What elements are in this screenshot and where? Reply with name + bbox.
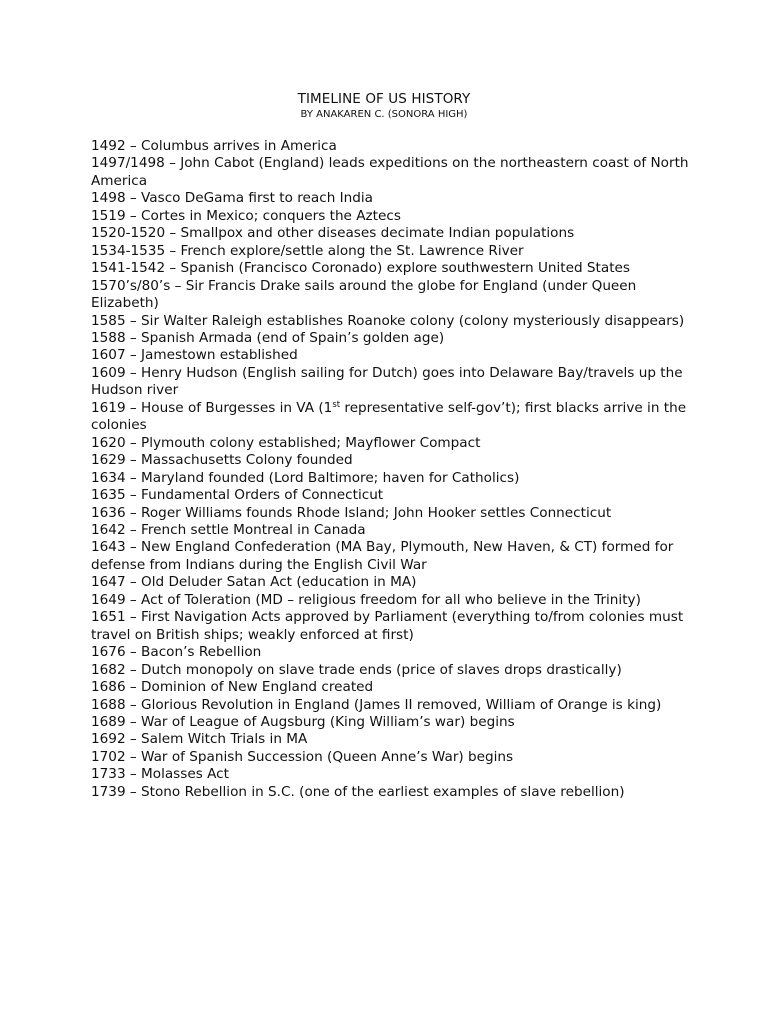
timeline-entry-text: 1520-1520 – Smallpox and other diseases decimate Indian populations [91, 225, 575, 242]
timeline-entry [91, 347, 691, 364]
timeline-entry [91, 731, 691, 748]
timeline-entry [91, 138, 691, 155]
timeline-entry [91, 155, 691, 190]
timeline-entry-text: 1492 – Columbus arrives in America [91, 138, 337, 154]
timeline-entry-text: 1629 – Massachusetts Colony founded [91, 452, 353, 469]
timeline-entry [91, 190, 691, 207]
timeline-entry-text: 1739 – Stono Rebellion in S.C. (one of the earliest examples of slave rebellion) [91, 783, 625, 800]
timeline-entry [91, 679, 691, 696]
timeline-entry-text: 1689 – War of League of Augsburg (King William’s war) begins [91, 713, 515, 730]
timeline-entry [91, 749, 691, 766]
timeline-entry [91, 487, 691, 504]
timeline-entry-text: 1686 – Dominion of New England created [91, 679, 374, 696]
timeline-entry [91, 766, 691, 783]
timeline-entry-text: 1682 – Dutch monopoly on slave trade ends (price of slaves drops drastically) [91, 661, 622, 678]
timeline-entry-text: 1634 – Maryland founded (Lord Baltimore; haven for Catholics) [91, 469, 520, 486]
timeline-entry-text: 1498 – Vasco DeGama first to reach India [91, 190, 373, 207]
timeline-entry-text: 1702 – War of Spanish Succession (Queen Anne’s War) begins [91, 748, 514, 765]
timeline-entry [91, 505, 691, 522]
timeline-entry-text: 1619 – House of Burgesses in VA (1 [91, 399, 333, 416]
timeline-entry-text: 1620 – Plymouth colony established; Mayflower Compact [91, 434, 481, 451]
timeline-entry-text: 1635 – Fundamental Orders of Connecticut [91, 487, 384, 504]
timeline-entry [91, 522, 691, 539]
timeline-entry [91, 592, 691, 609]
timeline-entry [91, 784, 691, 801]
timeline-entry [91, 260, 691, 277]
page-title: TIMELINE OF US HISTORY [297, 91, 471, 107]
timeline-entry [91, 208, 691, 225]
timeline-entry-text: 1497/1498 – John Cabot (England) leads expeditions on the northeastern coast of North America [91, 155, 689, 189]
timeline-entry [91, 452, 691, 469]
timeline-entry-text: 1609 – Henry Hudson (English sailing for Dutch) goes into Delaware Bay/travels up the Hudson river [91, 364, 683, 399]
timeline-entry-text: 1541-1542 – Spanish (Francisco Coronado) explore southwestern United States [91, 260, 630, 277]
timeline-entry [91, 278, 691, 313]
timeline-entry [91, 435, 691, 452]
timeline-entry [91, 539, 691, 574]
timeline-entry [91, 225, 691, 242]
timeline-entry [91, 714, 691, 731]
timeline-entry [91, 365, 691, 400]
timeline-entry [91, 313, 691, 330]
timeline-entry-text: representative self-gov’t); first blacks arrive in the colonies [91, 399, 687, 434]
timeline-entry [91, 400, 691, 435]
timeline-entry [91, 609, 691, 644]
timeline-entry-text: 1588 – Spanish Armada (end of Spain’s golden age) [91, 329, 445, 346]
timeline-entry-text: 1642 – French settle Montreal in Canada [91, 521, 366, 538]
timeline-entry-text: 1688 – Glorious Revolution in England (James II removed, William of Orange is king) [91, 696, 662, 713]
timeline-entry-text: 1692 – Salem Witch Trials in MA [91, 731, 308, 748]
timeline-entry [91, 330, 691, 347]
timeline-entry-text: 1570’s/80’s – Sir Francis Drake sails around the globe for England (under Queen Elizabeth) [91, 277, 637, 312]
timeline-entry-text: 1636 – Roger Williams founds Rhode Island; John Hooker settles Connecticut [91, 504, 612, 521]
timeline-entry-text: 1651 – First Navigation Acts approved by Parliament (everything to/from colonies must travel on British ships; weakly enforced at first) [91, 609, 684, 643]
page-subtitle: BY ANAKAREN C. (SONORA HIGH) [300, 109, 468, 120]
timeline-entry [91, 662, 691, 679]
timeline-entry [91, 644, 691, 661]
ordinal-superscript: st [332, 399, 341, 410]
timeline-entry-text: 1607 – Jamestown established [91, 347, 298, 364]
timeline-entry-text: 1519 – Cortes in Mexico; conquers the Aztecs [91, 207, 401, 224]
timeline-entry [91, 243, 691, 260]
timeline-entry-text: 1534-1535 – French explore/settle along the St. Lawrence River [91, 242, 524, 259]
timeline-entry-text: 1676 – Bacon’s Rebellion [91, 644, 262, 661]
timeline-entry [91, 470, 691, 487]
timeline-entry-text: 1647 – Old Deluder Satan Act (education in MA) [91, 574, 417, 591]
timeline-entry [91, 697, 691, 714]
timeline-entry-text: 1649 – Act of Toleration (MD – religious freedom for all who believe in the Trinity) [91, 591, 641, 608]
timeline-list [91, 138, 691, 801]
timeline-entry-text: 1585 – Sir Walter Raleigh establishes Roanoke colony (colony mysteriously disappears) [91, 312, 685, 329]
timeline-entry-text: 1643 – New England Confederation (MA Bay, Plymouth, New Haven, & CT) formed for defense from Indians during the English Civil War [91, 539, 674, 573]
timeline-entry [91, 574, 691, 591]
timeline-entry-text: 1733 – Molasses Act [91, 766, 229, 783]
